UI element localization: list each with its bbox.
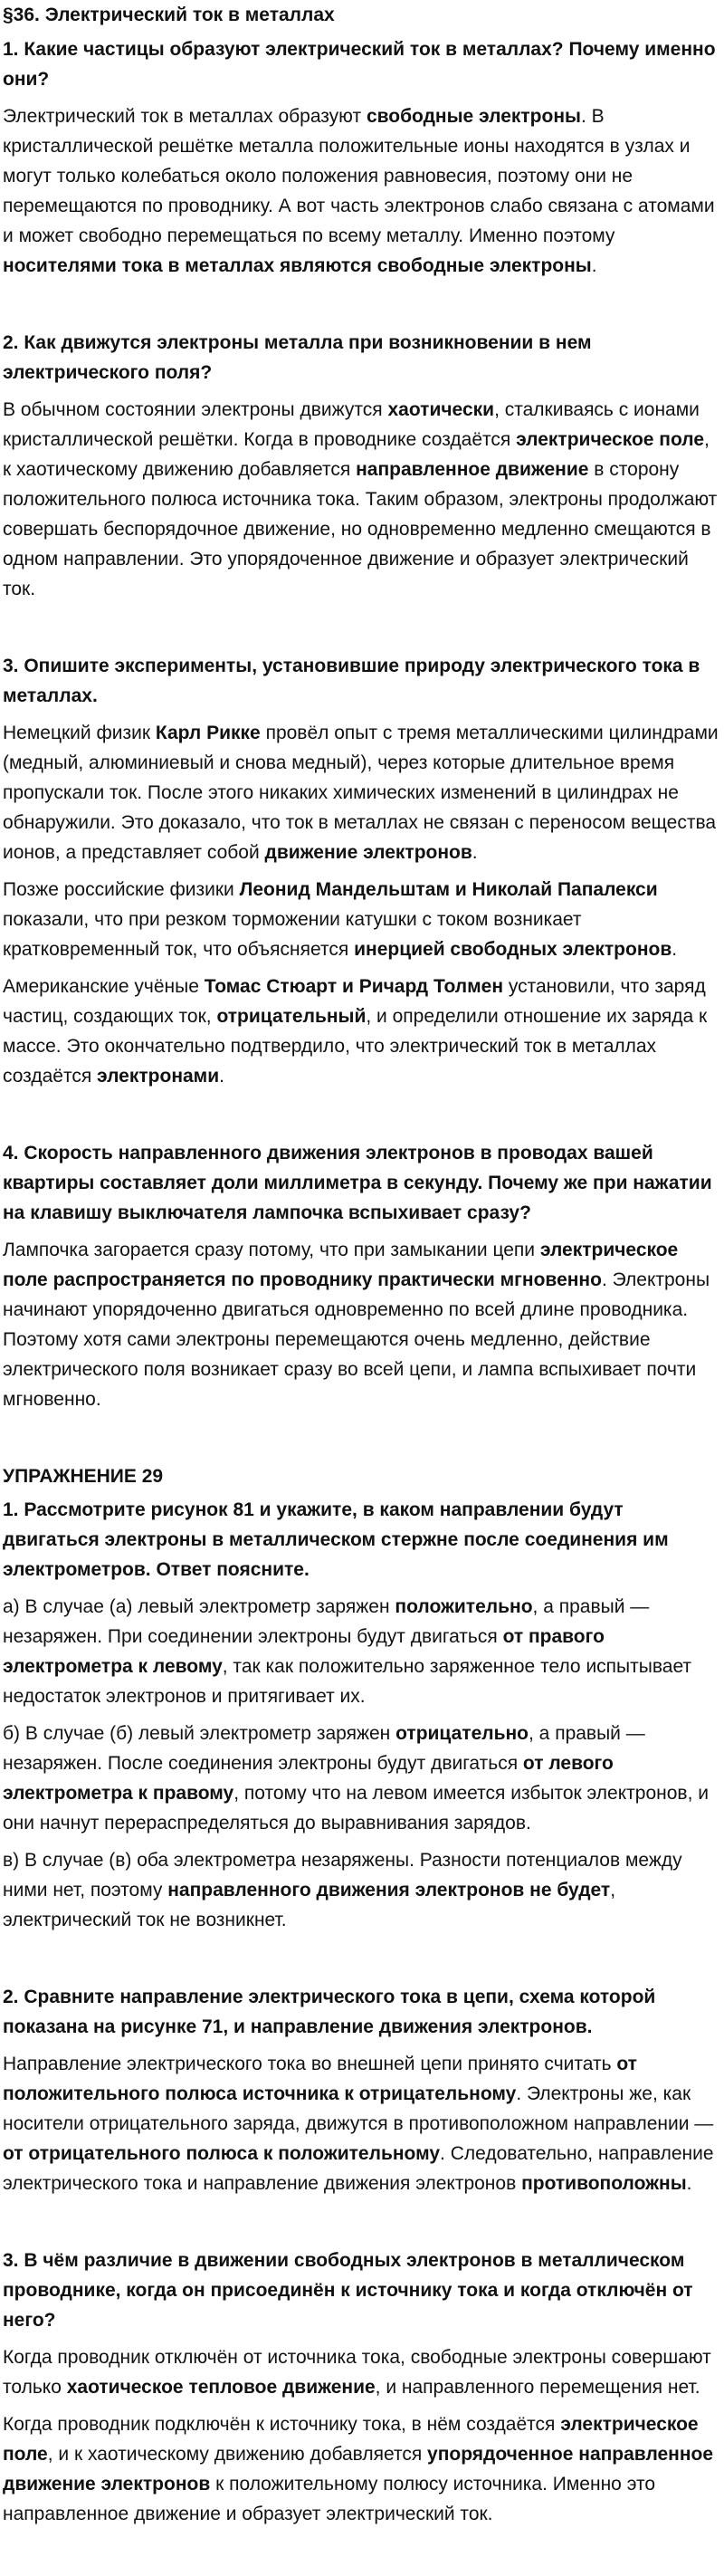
text-run: Направление электрического тока во внешней цепи принято считать — [3, 2054, 617, 2074]
text-run: . — [672, 939, 678, 960]
text-run: , к хаотическому движению добавляется — [3, 429, 710, 480]
text-run: Электрический ток в металлах образуют — [3, 106, 367, 127]
text-run: . — [219, 1066, 224, 1087]
emphasized-text: свободные электроны — [366, 106, 581, 127]
answer-paragraph — [3, 1235, 719, 1414]
emphasized-text: от правого электрометра к левому — [3, 1626, 605, 1677]
text-run: , потому что на левом имеется избыток электронов, и они начнут перераспределяться до выравнивания зарядов. — [3, 1783, 709, 1834]
question-heading: 1. Какие частицы образуют электрический ток в металлах? Почему именно они? — [3, 39, 716, 90]
question-section — [3, 34, 719, 281]
text-run: установили, что заряд частиц, создающих ток, — [3, 976, 706, 1027]
text-run: Лампочка загорается сразу потому, что при замыкании цепи — [3, 1240, 540, 1260]
text-run: , так как положительно заряженное тело испытывает недостаток электронов и притягивает их. — [3, 1656, 692, 1707]
text-run: . — [472, 842, 478, 863]
answer-paragraph — [3, 395, 719, 604]
question-heading: 4. Скорость направленного движения электронов в проводах вашей квартиры составляет доли миллиметра в секунду. Почему же при нажатии на клавишу выключателя лампочка вспыхивает сразу? — [3, 1143, 712, 1223]
text-run: Американские учёные — [3, 976, 205, 997]
text-run: к положительному полюсу источника. Именно это направленное движение и образует электрический ток. — [3, 2474, 656, 2524]
text-run: , сталкиваясь с ионами кристаллической решётки. Когда в проводнике создаётся — [3, 399, 700, 450]
text-run: . Электроны начинают упорядоченно двигаться одновременно по всей длине проводника. Поэтому хотя сами электроны перемещаются очень медленно, действие электрического поля возникает сразу во всей цепи, и лампа вспыхивает почти мгновенно. — [3, 1269, 710, 1410]
emphasized-text: Леонид Мандельштам и Николай Папалекси — [239, 879, 658, 900]
question-section — [3, 2246, 719, 2529]
emphasized-text: электрическое поле — [516, 429, 705, 450]
answer-paragraph — [3, 1719, 719, 1838]
emphasized-text: Карл Рикке — [155, 723, 261, 743]
text-run: , а правый — незаряжен. После соединения электроны будут двигаться — [3, 1723, 645, 1774]
text-run: , и определили отношение их заряда к массе. Это окончательно подтвердило, что электрический ток в металлах создаётся — [3, 1006, 708, 1087]
answer-paragraph — [3, 1845, 719, 1935]
text-run: Когда проводник подключён к источнику тока, в нём создаётся — [3, 2414, 561, 2435]
emphasized-text: направленное движение — [356, 459, 589, 480]
text-run: , а правый — незаряжен. При соединении электроны будут двигаться — [3, 1596, 650, 1647]
emphasized-text: Томас Стюарт и Ричард Толмен — [204, 976, 504, 997]
emphasized-text: инерцией свободных электронов — [354, 939, 672, 960]
question-section — [3, 1138, 719, 1414]
emphasized-text: положительно — [395, 1596, 533, 1617]
answer-paragraph — [3, 1592, 719, 1711]
question-section — [3, 328, 719, 604]
text-run: , и направленного перемещения нет. — [375, 2377, 700, 2398]
text-run: показали, что при резком торможении катушки с током возникает кратковременный ток, что объясняется — [3, 909, 582, 960]
answer-paragraph — [3, 2409, 719, 2529]
text-run: В обычном состоянии электроны движутся — [3, 399, 388, 420]
answer-paragraph — [3, 972, 719, 1091]
text-run: . — [591, 255, 597, 276]
answer-paragraph — [3, 2342, 719, 2402]
text-run: в сторону положительного полюса источника тока. Таким образом, электроны продолжают совершать беспорядочное движение, но одновременно медленно смещаются в одном направлении. Это упорядоченное движение и образует электрический ток. — [3, 459, 718, 599]
emphasized-text: движение электронов — [264, 842, 472, 863]
emphasized-text: упорядоченное направленное движение электронов — [3, 2444, 714, 2495]
question-heading: 2. Как движутся электроны металла при возникновении в нем электрического поля? — [3, 332, 592, 383]
text-run: провёл опыт с тремя металлическими цилиндрами (медный, алюминиевый и снова медный), через которые длительное время пропускали ток. После этого никаких химических изменений в цилиндрах не обнаружили. Это доказало, что ток в металлах не связан с переносом вещества ионов, а представляет собой — [3, 723, 719, 863]
emphasized-text: электрическое поле распространяется по проводнику практически мгновенно — [3, 1240, 679, 1290]
answer-paragraph — [3, 2049, 719, 2198]
emphasized-text: носителями тока в металлах являются свободные электроны — [3, 255, 592, 276]
question-section — [3, 1495, 719, 1935]
emphasized-text: от отрицательного полюса к положительному — [3, 2143, 441, 2164]
page-title: §36. Электрический ток в металлах — [3, 5, 335, 25]
text-run: . Следовательно, направление электрического тока и направление движения электронов — [3, 2143, 714, 2194]
question-section — [3, 651, 719, 1091]
emphasized-text: от левого электрометра к правому — [3, 1753, 614, 1804]
emphasized-text: отрицательно — [395, 1723, 529, 1744]
text-run: , и к хаотическому движению добавляется — [47, 2444, 428, 2465]
questions — [3, 34, 719, 1414]
emphasized-text: электрическое поле — [3, 2414, 699, 2465]
text-run: в) В случае (в) оба электрометра незаряжены. Разности потенциалов между ними нет, поэтому — [3, 1850, 682, 1901]
text-run: Позже российские физики — [3, 879, 240, 900]
emphasized-text: отрицательный — [216, 1006, 367, 1027]
text-run: . В кристаллической решётке металла положительные ионы находятся в узлах и могут только колебаться около положения равновесия, поэтому они не перемещаются по проводнику. А вот часть электронов слабо связана с атомами и может свободно перемещаться по всему металлу. Именно поэтому — [3, 106, 715, 246]
emphasized-text: хаотически — [387, 399, 495, 420]
question-heading: 1. Рассмотрите рисунок 81 и укажите, в каком направлении будут двигаться электроны в металлическом стержне после соединения им электрометров. Ответ поясните. — [3, 1499, 669, 1580]
text-run: б) В случае (б) левый электрометр заряжен — [3, 1723, 396, 1744]
text-run: Когда проводник отключён от источника тока, свободные электроны совершают только — [3, 2347, 711, 2398]
emphasized-text: хаотическое тепловое движение — [66, 2377, 376, 2398]
text-run: , электрический ток не возникнет. — [3, 1880, 616, 1930]
question-section — [3, 1982, 719, 2198]
answer-paragraph — [3, 875, 719, 964]
text-run: а) В случае (а) левый электрометр заряжен — [3, 1596, 395, 1617]
answer-paragraph — [3, 718, 719, 867]
question-heading: 2. Сравните направление электрического тока в цепи, схема которой показана на рисунке 71, и направление движения электронов. — [3, 1987, 656, 2037]
text-run: Немецкий физик — [3, 723, 156, 743]
question-heading: 3. Опишите эксперименты, установившие природу электрического тока в металлах. — [3, 656, 700, 706]
text-run: . Электроны же, как носители отрицательного заряда, движутся в противоположном направлении — — [3, 2083, 714, 2134]
exercise-questions — [3, 1495, 719, 2529]
exercise-title: УПРАЖНЕНИЕ 29 — [3, 1466, 164, 1487]
emphasized-text: электронами — [97, 1066, 220, 1087]
question-heading: 3. В чём различие в движении свободных электронов в металлическом проводнике, когда он присоединён к источнику тока и когда отключён от него? — [3, 2250, 693, 2331]
emphasized-text: противоположны — [521, 2173, 687, 2194]
answer-paragraph — [3, 101, 719, 281]
emphasized-text: от положительного полюса источника к отрицательному — [3, 2054, 637, 2104]
text-run: . — [686, 2173, 692, 2194]
emphasized-text: направленного движения электронов не будет — [167, 1880, 611, 1901]
